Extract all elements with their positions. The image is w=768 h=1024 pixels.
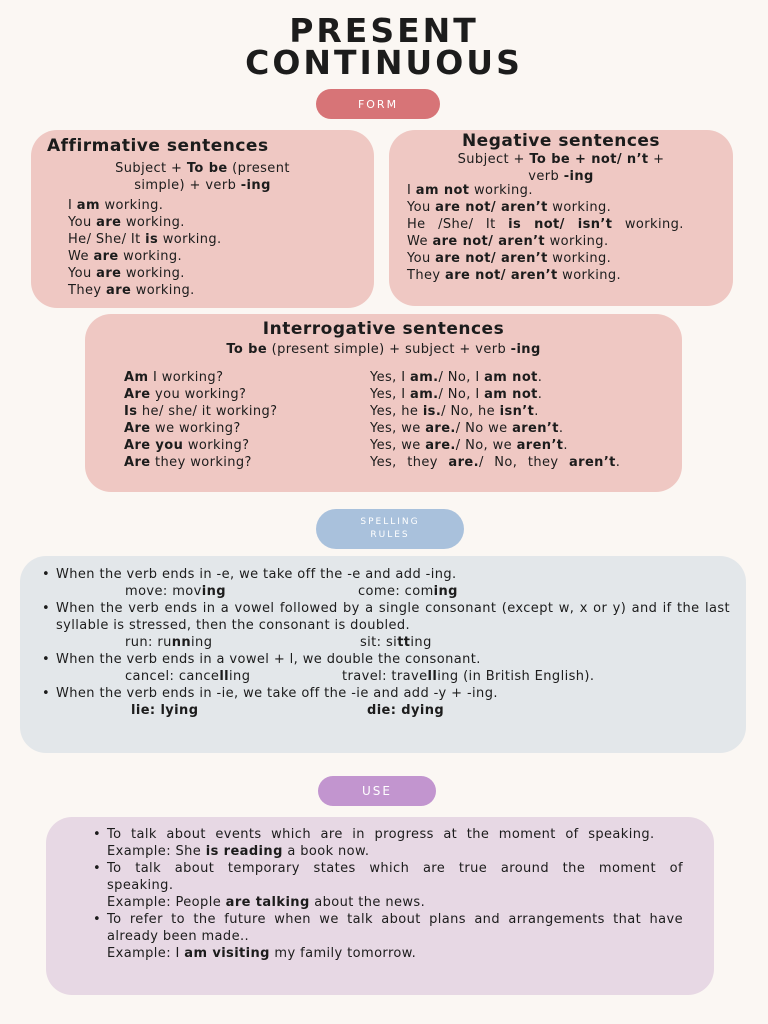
spelling-rule-1: • When the verb ends in -e, we take off the -e and add -ing. (38, 566, 730, 583)
spelling-rule-2-examples: run: running sit: sitting (125, 635, 432, 650)
use-item-2-example: Example: People are talking about the news. (107, 895, 426, 910)
spelling-rules-card (20, 556, 746, 753)
interrogative-answers (370, 369, 670, 471)
form-label: FORM (316, 89, 440, 119)
interrogative-rule: To be (present simple) + subject + verb -ing (226, 342, 541, 357)
list-item: You are working. (68, 215, 185, 230)
spelling-rule-3: • When the verb ends in a vowel + l, we double the consonant. (38, 651, 730, 668)
spelling-rules-list (38, 566, 730, 719)
list-item: I am not working. (407, 183, 533, 198)
use-item-1: • To talk about events which are in progress at the moment of speaking. (89, 826, 683, 843)
list-item: We are not/ aren’t working. (407, 234, 609, 249)
negative-heading: Negative sentences (461, 131, 661, 151)
affirmative-card (31, 130, 374, 308)
list-item: We are working. (68, 249, 183, 264)
affirmative-heading: Affirmative sentences (47, 136, 269, 156)
affirmative-rule: Subject + To be (present simple) + verb -ing (115, 161, 290, 193)
use-label: USE (318, 776, 436, 806)
use-item-2: • To talk about temporary states which are true around the moment of speaking. (89, 860, 683, 894)
list-item: Yes, I am./ No, I am not. (370, 370, 543, 385)
spelling-rule-4-examples: lie: lying die: dying (131, 703, 445, 718)
list-item: Is he/ she/ it working? (124, 404, 278, 419)
list-item: He/ She/ It is working. (68, 232, 222, 247)
affirmative-examples (68, 197, 222, 299)
list-item: Are we working? (124, 421, 241, 436)
list-item: Yes, we are./ No, we aren’t. (370, 438, 568, 453)
spelling-rule-3-examples: cancel: cancelling travel: travelling (in British English). (125, 669, 595, 684)
page-title-line-1: PRESENT (289, 11, 479, 50)
list-item: Are you working? (124, 438, 250, 453)
use-item-1-example: Example: She is reading a book now. (107, 844, 370, 859)
list-item: Am I working? (124, 370, 224, 385)
use-list (89, 826, 683, 962)
list-item: He /She/ It is not/ isn’t working. (407, 217, 684, 232)
list-item: You are working. (68, 266, 185, 281)
interrogative-questions (124, 369, 277, 471)
use-item-3: • To refer to the future when we talk about plans and arrangements that have already been made.. (89, 911, 683, 945)
interrogative-heading: Interrogative sentences (262, 319, 505, 339)
list-item: They are not/ aren’t working. (407, 268, 622, 283)
list-item: Yes, we are./ No we aren’t. (370, 421, 564, 436)
spelling-rules-label: SPELLING RULES (316, 509, 464, 549)
use-item-3-example: Example: I am visiting my family tomorrow. (107, 946, 417, 961)
negative-examples (407, 182, 723, 284)
list-item: I am working. (68, 198, 164, 213)
negative-card (389, 130, 733, 306)
negative-rule: Subject + To be + not/ n’t + verb -ing (457, 152, 665, 184)
interrogative-card (85, 314, 682, 492)
list-item: You are not/ aren’t working. (407, 251, 612, 266)
spelling-rule-4: • When the verb ends in -ie, we take off the -ie and add -y + -ing. (38, 685, 730, 702)
page-title-line-2: CONTINUOUS (245, 43, 523, 82)
list-item: Yes, he is./ No, he isn’t. (370, 404, 539, 419)
list-item: Are they working? (124, 455, 252, 470)
list-item: Yes, they are./ No, they aren’t. (370, 455, 621, 470)
list-item: Yes, I am./ No, I am not. (370, 387, 543, 402)
spelling-rule-2: • When the verb ends in a vowel followed by a single consonant (except w, x or y) and if the last syllable is stressed, then the consonant is doubled. (38, 600, 730, 634)
list-item: They are working. (68, 283, 195, 298)
list-item: Are you working? (124, 387, 247, 402)
list-item: You are not/ aren’t working. (407, 200, 612, 215)
spelling-rule-1-examples: move: moving come: coming (125, 584, 458, 599)
use-card (46, 817, 714, 995)
